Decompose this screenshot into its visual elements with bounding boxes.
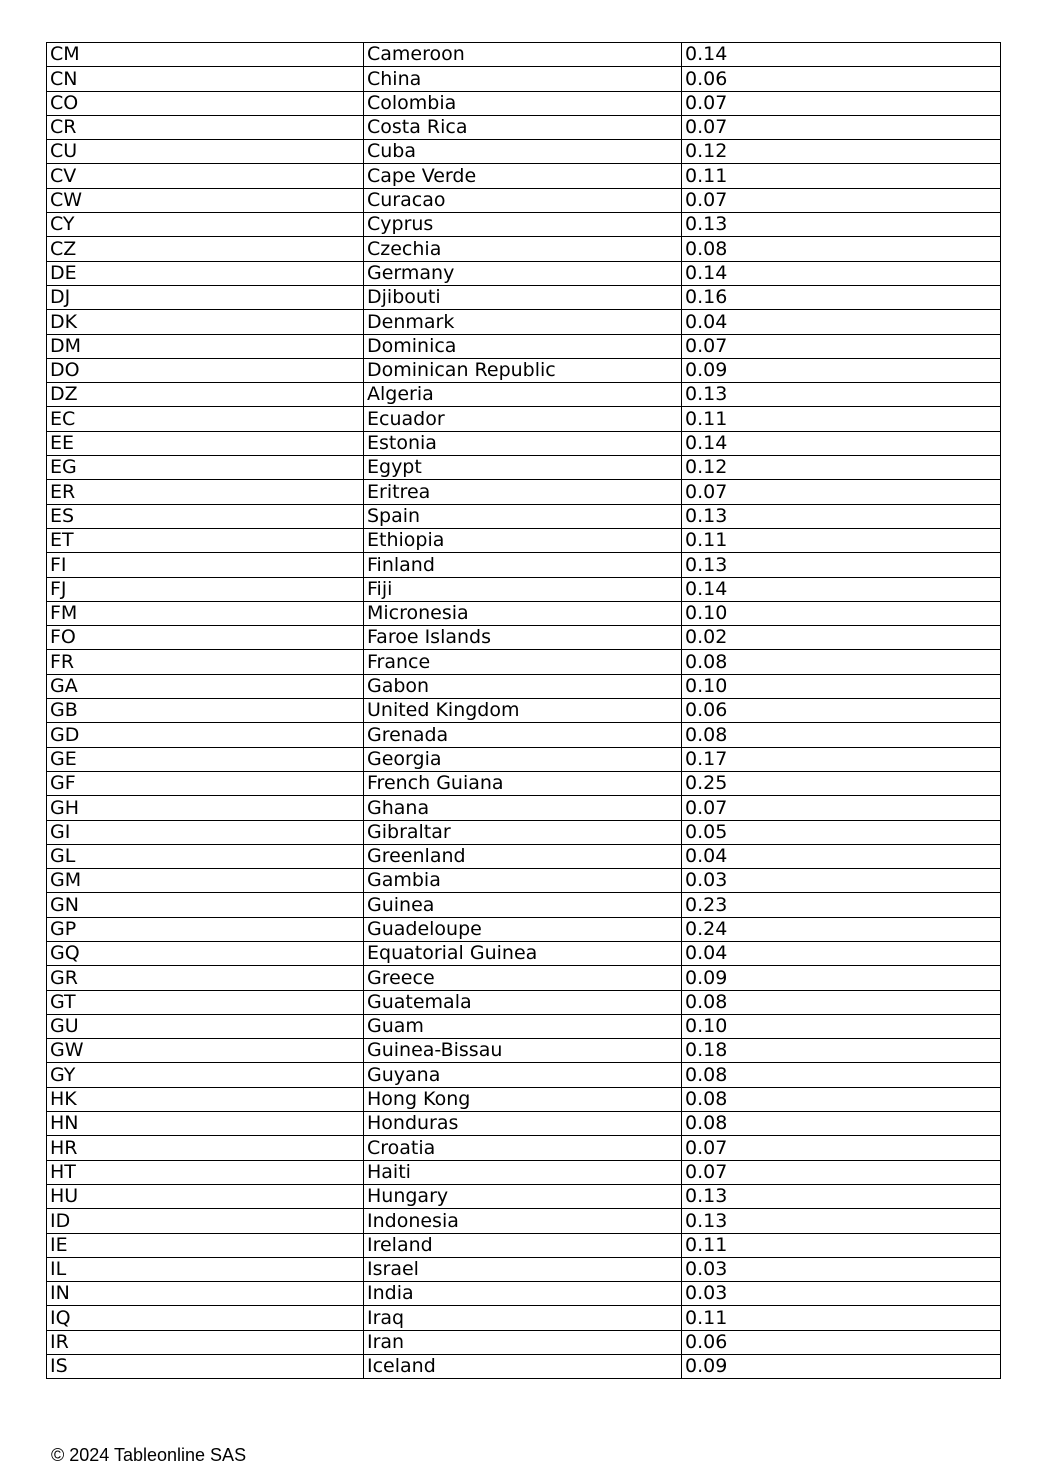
country-name-cell: Eritrea [364,480,682,504]
table-row [47,358,1001,382]
table-row [47,285,1001,309]
country-name-cell: French Guiana [364,771,682,795]
country-code-cell: CU [47,140,364,164]
table-row [47,261,1001,285]
table-row [47,67,1001,91]
country-code-cell: FR [47,650,364,674]
country-code-cell: IE [47,1233,364,1257]
country-name-cell: Georgia [364,747,682,771]
country-code-cell: GL [47,844,364,868]
country-code-cell: IS [47,1355,364,1379]
table-row [47,1112,1001,1136]
country-code-cell: GW [47,1039,364,1063]
table-row [47,941,1001,965]
value-cell: 0.07 [682,480,1001,504]
table-row [47,650,1001,674]
country-code-cell: GP [47,917,364,941]
country-name-cell: Egypt [364,456,682,480]
country-name-cell: Algeria [364,383,682,407]
country-code-cell: CR [47,115,364,139]
country-name-cell: Czechia [364,237,682,261]
country-name-cell: United Kingdom [364,699,682,723]
country-code-cell: ID [47,1209,364,1233]
value-cell: 0.07 [682,796,1001,820]
value-cell: 0.07 [682,91,1001,115]
country-code-cell: GQ [47,941,364,965]
country-code-cell: HK [47,1087,364,1111]
value-cell: 0.08 [682,723,1001,747]
country-name-cell: Honduras [364,1112,682,1136]
value-cell: 0.11 [682,1306,1001,1330]
value-cell: 0.13 [682,1209,1001,1233]
table-row [47,699,1001,723]
value-cell: 0.14 [682,261,1001,285]
table-row [47,1355,1001,1379]
country-code-cell: CO [47,91,364,115]
country-name-cell: Djibouti [364,285,682,309]
country-code-cell: GH [47,796,364,820]
value-cell: 0.08 [682,1112,1001,1136]
value-cell: 0.08 [682,1063,1001,1087]
country-code-cell: GR [47,966,364,990]
value-cell: 0.12 [682,140,1001,164]
value-cell: 0.05 [682,820,1001,844]
country-name-cell: Dominica [364,334,682,358]
value-cell: 0.24 [682,917,1001,941]
value-cell: 0.11 [682,1233,1001,1257]
country-code-cell: FM [47,601,364,625]
country-code-cell: ER [47,480,364,504]
country-code-cell: GT [47,990,364,1014]
table-row [47,820,1001,844]
country-name-cell: Dominican Republic [364,358,682,382]
country-name-cell: Faroe Islands [364,626,682,650]
value-cell: 0.12 [682,456,1001,480]
table-row [47,893,1001,917]
value-cell: 0.09 [682,966,1001,990]
table-row [47,1087,1001,1111]
table-row [47,553,1001,577]
table-row [47,91,1001,115]
country-code-cell: CW [47,188,364,212]
country-name-cell: Hungary [364,1184,682,1208]
value-cell: 0.07 [682,115,1001,139]
country-code-cell: DE [47,261,364,285]
country-code-cell: DZ [47,383,364,407]
value-cell: 0.03 [682,1257,1001,1281]
country-data-table [46,42,1001,1379]
table-row [47,237,1001,261]
country-code-cell: IL [47,1257,364,1281]
country-code-cell: ES [47,504,364,528]
country-code-cell: DK [47,310,364,334]
country-code-cell: FO [47,626,364,650]
value-cell: 0.08 [682,990,1001,1014]
country-code-cell: IR [47,1330,364,1354]
country-code-cell: HR [47,1136,364,1160]
value-cell: 0.07 [682,1160,1001,1184]
value-cell: 0.10 [682,674,1001,698]
value-cell: 0.17 [682,747,1001,771]
country-code-cell: CY [47,213,364,237]
value-cell: 0.04 [682,941,1001,965]
country-code-cell: EG [47,456,364,480]
table-row [47,334,1001,358]
country-name-cell: Iran [364,1330,682,1354]
country-name-cell: Gambia [364,869,682,893]
country-code-cell: GF [47,771,364,795]
table-row [47,407,1001,431]
country-name-cell: Estonia [364,431,682,455]
value-cell: 0.23 [682,893,1001,917]
table-row [47,504,1001,528]
value-cell: 0.14 [682,43,1001,67]
table-row [47,723,1001,747]
value-cell: 0.10 [682,1014,1001,1038]
table-row [47,577,1001,601]
country-name-cell: Denmark [364,310,682,334]
value-cell: 0.13 [682,213,1001,237]
table-row [47,528,1001,552]
country-code-cell: CM [47,43,364,67]
table-row [47,747,1001,771]
country-code-cell: CN [47,67,364,91]
country-name-cell: Equatorial Guinea [364,941,682,965]
value-cell: 0.06 [682,699,1001,723]
table-row [47,601,1001,625]
country-name-cell: Ecuador [364,407,682,431]
table-row [47,1136,1001,1160]
country-code-cell: HN [47,1112,364,1136]
table-row [47,431,1001,455]
country-name-cell: Costa Rica [364,115,682,139]
country-name-cell: Finland [364,553,682,577]
country-name-cell: Cameroon [364,43,682,67]
country-code-cell: EC [47,407,364,431]
table-row [47,796,1001,820]
table-row [47,188,1001,212]
country-code-cell: GN [47,893,364,917]
value-cell: 0.09 [682,1355,1001,1379]
value-cell: 0.02 [682,626,1001,650]
country-code-cell: GB [47,699,364,723]
country-code-cell: GM [47,869,364,893]
country-code-cell: IN [47,1282,364,1306]
country-code-cell: ET [47,528,364,552]
table-row [47,626,1001,650]
country-name-cell: Cuba [364,140,682,164]
country-name-cell: Germany [364,261,682,285]
value-cell: 0.16 [682,285,1001,309]
country-code-cell: IQ [47,1306,364,1330]
country-code-cell: HT [47,1160,364,1184]
country-name-cell: Hong Kong [364,1087,682,1111]
country-name-cell: Ireland [364,1233,682,1257]
country-name-cell: Croatia [364,1136,682,1160]
table-row [47,1014,1001,1038]
country-code-cell: DO [47,358,364,382]
table-row [47,844,1001,868]
country-name-cell: Israel [364,1257,682,1281]
table-row [47,456,1001,480]
country-code-cell: EE [47,431,364,455]
table-row [47,1184,1001,1208]
table-row [47,1233,1001,1257]
country-name-cell: France [364,650,682,674]
country-code-cell: GA [47,674,364,698]
country-name-cell: Guinea [364,893,682,917]
country-name-cell: Iraq [364,1306,682,1330]
country-name-cell: Ethiopia [364,528,682,552]
value-cell: 0.04 [682,310,1001,334]
country-name-cell: Guinea-Bissau [364,1039,682,1063]
country-code-cell: GE [47,747,364,771]
value-cell: 0.08 [682,650,1001,674]
table-row [47,1160,1001,1184]
country-code-cell: DM [47,334,364,358]
table-row [47,771,1001,795]
table-row [47,869,1001,893]
table-row [47,1039,1001,1063]
country-name-cell: Curacao [364,188,682,212]
value-cell: 0.13 [682,504,1001,528]
value-cell: 0.14 [682,431,1001,455]
country-name-cell: Indonesia [364,1209,682,1233]
value-cell: 0.10 [682,601,1001,625]
country-name-cell: Guyana [364,1063,682,1087]
table-row [47,674,1001,698]
country-code-cell: HU [47,1184,364,1208]
table-row [47,1282,1001,1306]
country-code-cell: DJ [47,285,364,309]
table-row [47,1063,1001,1087]
table-row [47,480,1001,504]
country-code-cell: GU [47,1014,364,1038]
value-cell: 0.11 [682,528,1001,552]
table-row [47,43,1001,67]
value-cell: 0.18 [682,1039,1001,1063]
table-row [47,213,1001,237]
table-row [47,1209,1001,1233]
table-row [47,1257,1001,1281]
country-name-cell: Cape Verde [364,164,682,188]
value-cell: 0.13 [682,383,1001,407]
country-code-cell: CV [47,164,364,188]
country-name-cell: Gibraltar [364,820,682,844]
value-cell: 0.14 [682,577,1001,601]
country-name-cell: India [364,1282,682,1306]
value-cell: 0.25 [682,771,1001,795]
table-row [47,115,1001,139]
country-name-cell: Greece [364,966,682,990]
country-code-cell: GI [47,820,364,844]
country-code-cell: FJ [47,577,364,601]
table-row [47,966,1001,990]
copyright-footer: © 2024 Tableonline SAS [51,1445,247,1465]
country-name-cell: Guatemala [364,990,682,1014]
table-row [47,917,1001,941]
country-name-cell: Cyprus [364,213,682,237]
country-name-cell: Greenland [364,844,682,868]
country-name-cell: Gabon [364,674,682,698]
country-name-cell: Guadeloupe [364,917,682,941]
value-cell: 0.08 [682,237,1001,261]
country-name-cell: Ghana [364,796,682,820]
country-code-cell: CZ [47,237,364,261]
value-cell: 0.11 [682,407,1001,431]
table-row [47,164,1001,188]
value-cell: 0.13 [682,1184,1001,1208]
country-name-cell: Spain [364,504,682,528]
country-code-cell: GY [47,1063,364,1087]
value-cell: 0.08 [682,1087,1001,1111]
country-name-cell: Haiti [364,1160,682,1184]
country-name-cell: Colombia [364,91,682,115]
table-row [47,383,1001,407]
value-cell: 0.06 [682,1330,1001,1354]
country-code-cell: FI [47,553,364,577]
country-name-cell: Iceland [364,1355,682,1379]
table-row [47,310,1001,334]
country-name-cell: Guam [364,1014,682,1038]
table-row [47,990,1001,1014]
country-code-cell: GD [47,723,364,747]
value-cell: 0.07 [682,188,1001,212]
value-cell: 0.13 [682,553,1001,577]
value-cell: 0.06 [682,67,1001,91]
value-cell: 0.07 [682,334,1001,358]
value-cell: 0.03 [682,1282,1001,1306]
value-cell: 0.09 [682,358,1001,382]
value-cell: 0.04 [682,844,1001,868]
country-name-cell: Micronesia [364,601,682,625]
table-row [47,1330,1001,1354]
value-cell: 0.03 [682,869,1001,893]
table-row [47,140,1001,164]
value-cell: 0.07 [682,1136,1001,1160]
country-name-cell: China [364,67,682,91]
value-cell: 0.11 [682,164,1001,188]
country-name-cell: Grenada [364,723,682,747]
table-body [47,43,1001,1379]
country-name-cell: Fiji [364,577,682,601]
table-row [47,1306,1001,1330]
